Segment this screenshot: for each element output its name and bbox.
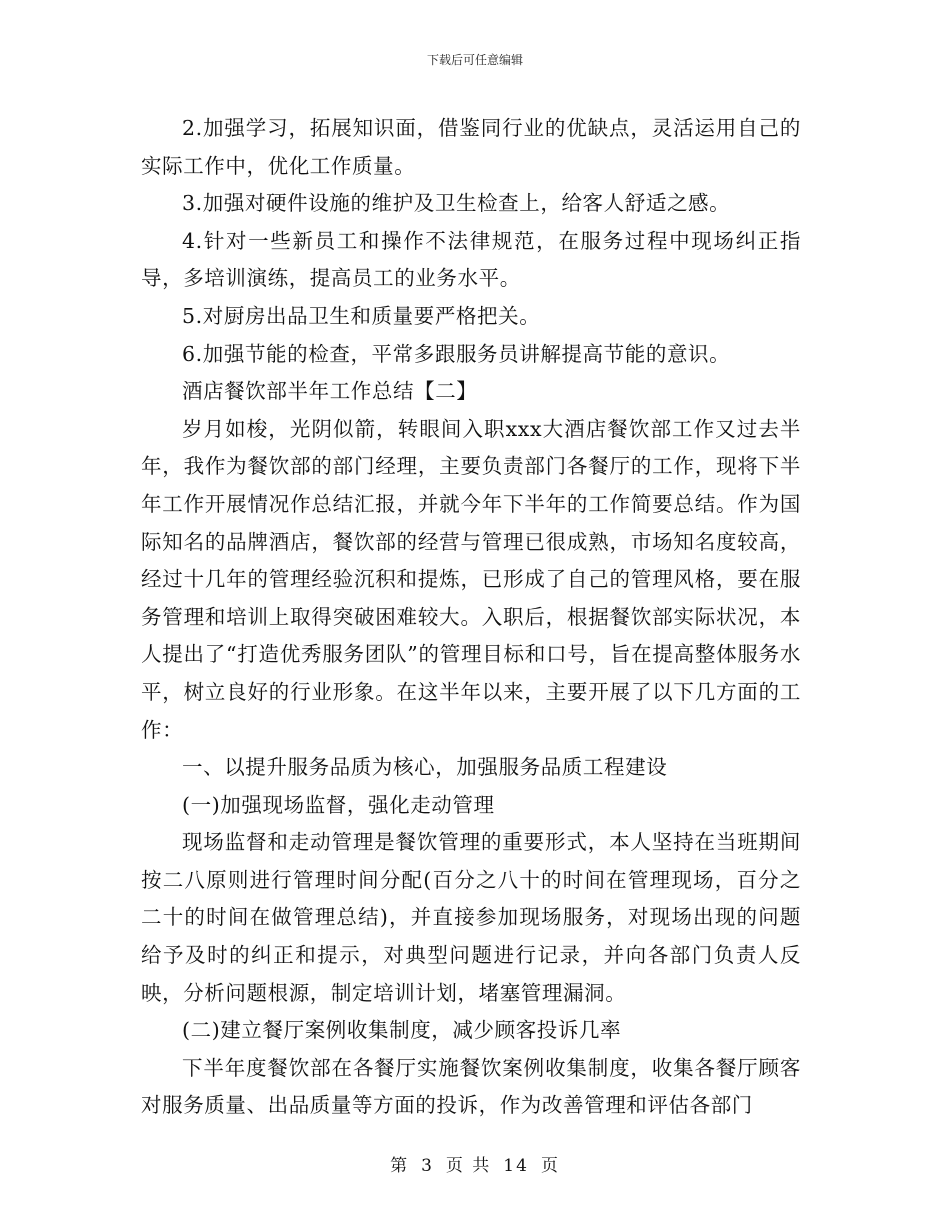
page-footer [0,1154,950,1178]
heading-level-2-first: (一)加强现场监督，强化走动管理 [182,792,495,817]
heading-level-1: 一、以提升服务品质为核心，加强服务品质工程建设 [182,755,668,780]
paragraph-item-5: 5.对厨房出品卫生和质量要严格把关。 [182,303,541,328]
footer-middle: 页 共 [445,1156,492,1176]
page-header-note: 下载后可任意编辑 [426,53,523,67]
body-paragraph-supervision: 现场监督和走动管理是餐饮管理的重要形式，本人坚持在当班期间按二八原则进行管理时间分配(百分之八十的时间在管理现场，百分之二十的时间在做管理总结)，并直接参加现场服务，对现场出现的问题给予及时的纠正和提示，对典型问题进行记录，并向各部门负责人反映，分析问题根源，制定培训计划，堵塞管理漏洞。 [141,830,801,1005]
paragraph-item-3: 3.加强对硬件设施的维护及卫生检查上，给客人舒适之感。 [182,191,731,216]
document-body [141,110,801,1125]
section-title: 酒店餐饮部半年工作总结【二】 [182,379,478,404]
body-paragraph-cases: 下半年度餐饮部在各餐厅实施餐饮案例收集制度，收集各餐厅顾客对服务质量、出品质量等方面的投诉，作为改善管理和评估各部门 [141,1055,801,1118]
footer-current-page: 3 [421,1156,434,1176]
paragraph-item-2: 2.加强学习，拓展知识面，借鉴同行业的优缺点，灵活运用自己的实际工作中，优化工作质量。 [141,116,801,178]
intro-paragraph: 岁月如梭，光阴似箭，转眼间入职xxx大酒店餐饮部工作又过去半年，我作为餐饮部的部门经理，主要负责部门各餐厅的工作，现将下半年工作开展情况作总结汇报，并就今年下半年的工作简要总结。作为国际知名的品牌酒店，餐饮部的经营与管理已很成熟，市场知名度较高，经过十几年的管理经验沉积和提炼，已形成了自己的管理风格，要在服务管理和培训上取得突破困难较大。入职后，根据餐饮部实际状况，本人提出了“打造优秀服务团队”的管理目标和口号，旨在提高整体服务水平，树立良好的行业形象。在这半年以来，主要开展了以下几方面的工作： [141,416,801,742]
footer-suffix: 页 [540,1156,560,1176]
footer-total-pages: 14 [503,1156,529,1176]
paragraph-item-6: 6.加强节能的检查，平常多跟服务员讲解提高节能的意识。 [182,341,731,366]
footer-prefix: 第 [390,1156,410,1176]
heading-level-2-second: (二)建立餐厅案例收集制度，减少顾客投诉几率 [182,1018,622,1043]
paragraph-item-4: 4.针对一些新员工和操作不法律规范，在服务过程中现场纠正指导，多培训演练，提高员工的业务水平。 [141,228,801,291]
